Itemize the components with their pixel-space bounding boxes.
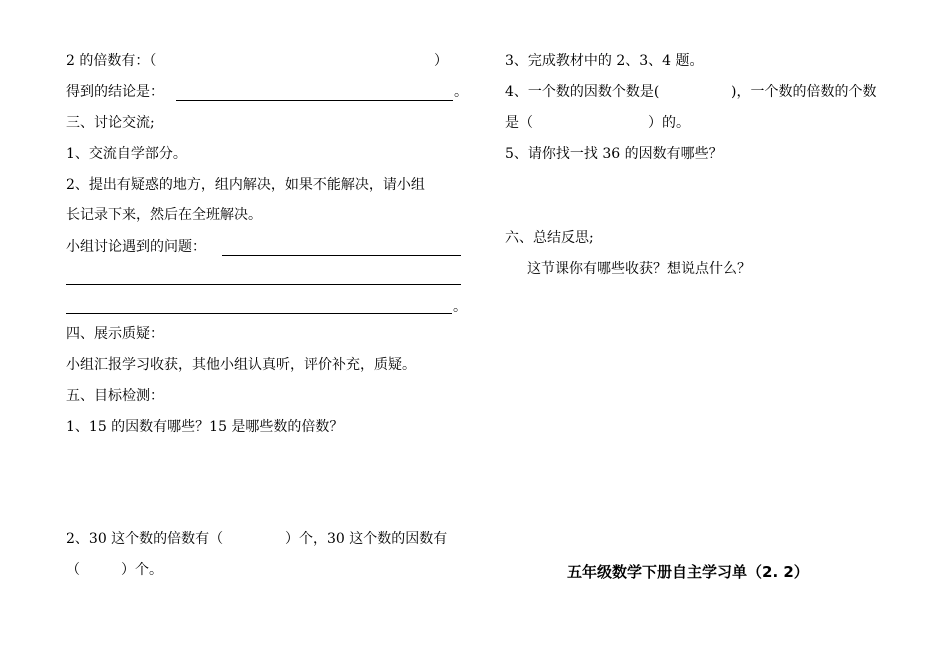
question-5-text: 5、请你找一找 36 的因数有哪些？	[505, 146, 723, 162]
multiples-of-2-line	[66, 52, 156, 70]
item-1-text: 1、交流自学部分。	[66, 146, 187, 162]
item-2-text-line2: 长记录下来，然后在全班解决。	[66, 207, 262, 223]
question-1-text: 1、15 的因数有哪些？15 是哪些数的倍数？	[66, 419, 344, 435]
conclusion-answer-line[interactable]	[176, 100, 453, 101]
multiples-of-2-close: ）	[434, 53, 448, 69]
group-question-line-1[interactable]	[222, 255, 461, 256]
item-2-text-line1: 2、提出有疑惑的地方，组内解决，如果不能解决，请小组	[66, 177, 425, 193]
question-3-text: 3、完成教材中的 2、3、4 题。	[505, 53, 704, 69]
question-4-line1-part-b: )，一个数的倍数的个数	[731, 84, 877, 100]
section-5-heading: 五、目标检测：	[66, 388, 164, 404]
section-6-heading: 六、总结反思;	[505, 230, 594, 246]
group-question-line-2[interactable]	[66, 284, 461, 285]
section-6-prompt: 这节课你有哪些收获？想说点什么？	[527, 261, 751, 277]
question-2-line2-part-b: ）个。	[121, 562, 163, 578]
section-3-heading: 三、讨论交流;	[66, 115, 155, 131]
question-2-line1-part-a: 2、30 这个数的倍数有（	[66, 531, 224, 547]
question-4-line1-part-a: 4、一个数的因数个数是(	[505, 84, 660, 100]
multiples-of-2-label: 2 的倍数有：（	[66, 53, 157, 69]
group-question-end: 。	[453, 299, 467, 315]
conclusion-end: 。	[454, 84, 468, 100]
section-4-heading: 四、展示质疑：	[66, 326, 164, 342]
question-4-line2-part-b: ）的。	[648, 115, 690, 131]
worksheet-title: 五年级数学下册自主学习单（2. 2）	[567, 563, 809, 581]
section-4-text: 小组汇报学习收获，其他小组认真听，评价补充，质疑。	[66, 357, 416, 373]
conclusion-label: 得到的结论是：	[66, 84, 164, 100]
group-question-line-3[interactable]	[66, 313, 452, 314]
question-2-line2-part-a: （	[66, 562, 80, 578]
question-4-line2-part-a: 是（	[505, 115, 533, 131]
question-2-line1-part-b: ）个，30 这个数的因数有	[285, 531, 448, 547]
group-question-label: 小组讨论遇到的问题：	[66, 239, 206, 255]
